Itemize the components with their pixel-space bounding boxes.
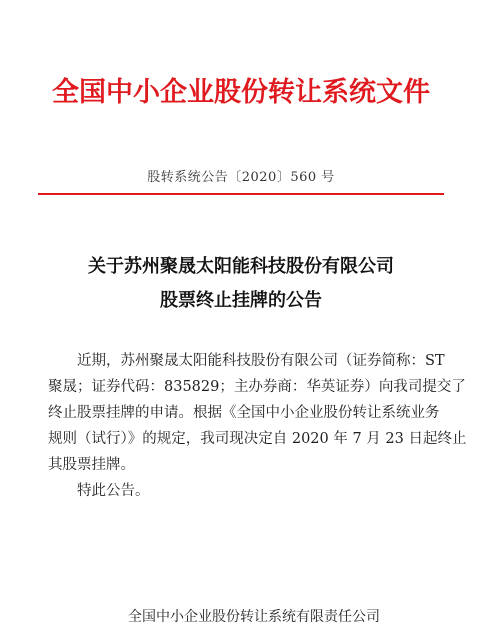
red-divider-rule xyxy=(38,193,444,195)
body-line-5: 其股票挂牌。 xyxy=(48,457,135,473)
body-line-4: 规则（试行）》的规定，我司现决定自 2020 年 7 月 23 日起终止 xyxy=(48,431,467,447)
masthead-title: 全国中小企业股份转让系统文件 xyxy=(52,77,430,108)
document-number: 股转系统公告〔2020〕560 号 xyxy=(147,170,335,185)
body-line-2: 聚晟；证券代码：835829；主办券商：华英证券）向我司提交了 xyxy=(48,379,466,395)
announcement-body xyxy=(48,348,467,504)
issuer-signature: 全国中小企业股份转让系统有限责任公司 xyxy=(128,609,380,625)
body-line-3: 终止股票挂牌的申请。根据《全国中小企业股份转让系统业务 xyxy=(48,405,440,421)
body-line-1: 近期，苏州聚晟太阳能科技股份有限公司（证券简称：ST xyxy=(77,353,445,369)
announcement-title-line-2: 股票终止挂牌的公告 xyxy=(160,290,322,311)
announcement-title-line-1: 关于苏州聚晟太阳能科技股份有限公司 xyxy=(88,256,394,277)
closing-remark: 特此公告。 xyxy=(77,483,150,499)
